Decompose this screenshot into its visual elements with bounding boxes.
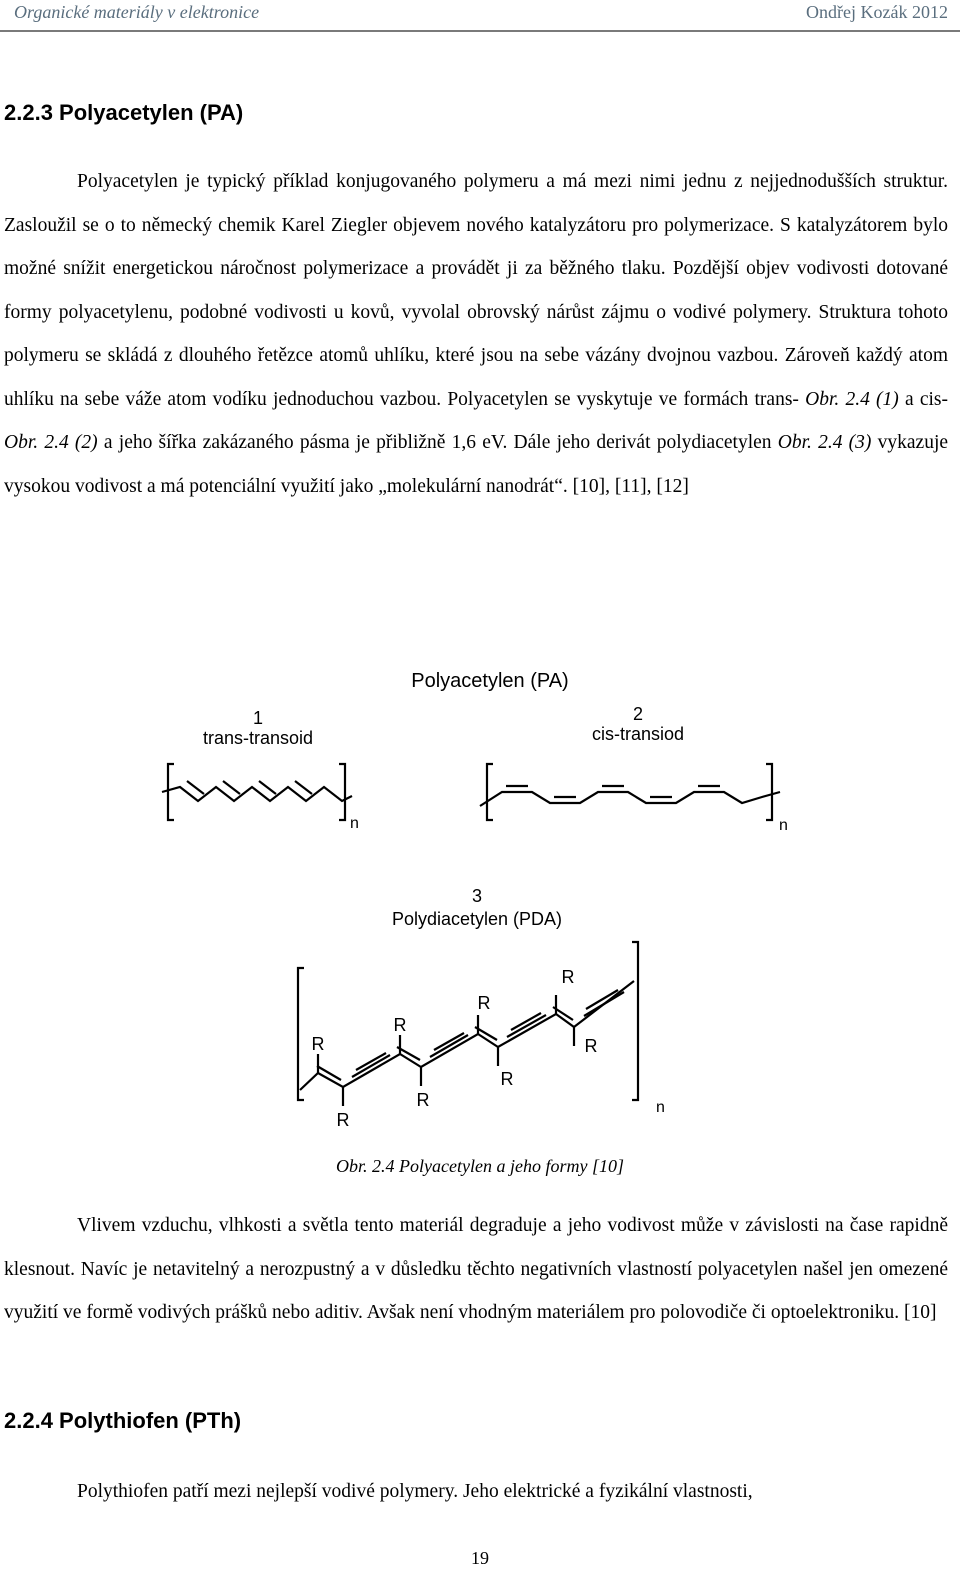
figure-caption: Obr. 2.4 Polyacetylen a jeho formy [10] (336, 1156, 624, 1176)
substituent-r: R (311, 1034, 325, 1054)
figure-ref-3: Obr. 2.4 (3) (777, 432, 872, 453)
structure-1-label: trans-transoid (202, 728, 314, 748)
figure-polyacetylene-forms (0, 660, 960, 1180)
header-author: Ondřej Kozák 2012 (806, 2, 948, 22)
polydiacetylene-structure (298, 942, 638, 1106)
structure-3-number: 3 (471, 886, 483, 906)
subscript-n-1: n (350, 815, 359, 832)
page-header (0, 0, 960, 32)
substituent-r: R (584, 1036, 598, 1056)
paragraph-degradation: Vlivem vzduchu, vlhkosti a světla tento materiál degraduje a jeho vodivost může v závislosti na čase rapidně klesnout. Navíc je netavitelný a nerozpustný a v důsledku těchto negativních vlastností polyacetylen našel jen omezené využití ve formě vodivých prášků nebo aditiv. Avšak není vhodným materiálem pro polovodiče či optoelektroniku. [10] (4, 1215, 948, 1323)
structure-1-number: 1 (252, 708, 264, 728)
structure-2-number: 2 (632, 704, 644, 724)
substituent-r: R (477, 993, 491, 1013)
figure-ref-2: Obr. 2.4 (2) (4, 432, 98, 453)
substituent-r: R (500, 1069, 514, 1089)
substituent-r: R (416, 1090, 430, 1110)
figure-title: Polyacetylen (PA) (411, 670, 569, 692)
section-heading-pa: 2.2.3 Polyacetylen (PA) (4, 100, 244, 125)
substituent-r: R (561, 967, 575, 987)
page-number: 19 (471, 1548, 489, 1568)
section-heading-pth: 2.2.4 Polythiofen (PTh) (4, 1408, 242, 1433)
structure-2-label: cis-transiod (591, 724, 685, 744)
paragraph-polythiophene: Polythiofen patří mezi nejlepší vodivé polymery. Jeho elektrické a fyzikální vlastnosti, (77, 1481, 753, 1502)
structure-3-label: Polydiacetylen (PDA) (391, 909, 563, 929)
subscript-n-2: n (779, 817, 788, 834)
substituent-r: R (393, 1015, 407, 1035)
paragraph-polyacetylene: Polyacetylen je typický příklad konjugovaného polymeru a má mezi nimi jednu z nejjednodušších struktur. Zasloužil se o to německý chemik Karel Ziegler objevem nového katalyzátoru pro polymerizace. S katalyzátorem bylo možné snížit energetickou náročnost polymerizace a provádět ji za běžného tlaku. Pozdější objev vodivosti dotované formy polyacetylenu, podobné vodivosti u kovů, vyvolal obrovský nárůst zájmu o vodivé polymery. Struktura tohoto polymeru se skládá z dlouhého řetězce atomů uhlíku, které jsou na sebe vázány dvojnou vazbou. Zároveň každý atom uhlíku na sebe váže atom vodíku jednoduchou vazbou. Polyacetylen se vyskytuje ve formách trans- Obr. 2.4 (1) a cis- Obr. 2.4 (2) a jeho šířka zakázaného pásma je přibližně 1,6 eV. Dále jeho derivát polydiacetylen Obr. 2.4 (3) vykazuje vysokou vodivost a má potenciální využití jako „molekulární nanodrát“. [10], [11], [12] (4, 171, 949, 497)
header-title: Organické materiály v elektronice (14, 2, 260, 22)
subscript-n-3: n (656, 1099, 665, 1116)
substituent-r: R (336, 1110, 350, 1130)
cis-transoid-structure (480, 764, 780, 820)
trans-transoid-structure (162, 764, 352, 820)
figure-ref-1: Obr. 2.4 (1) (805, 388, 899, 410)
